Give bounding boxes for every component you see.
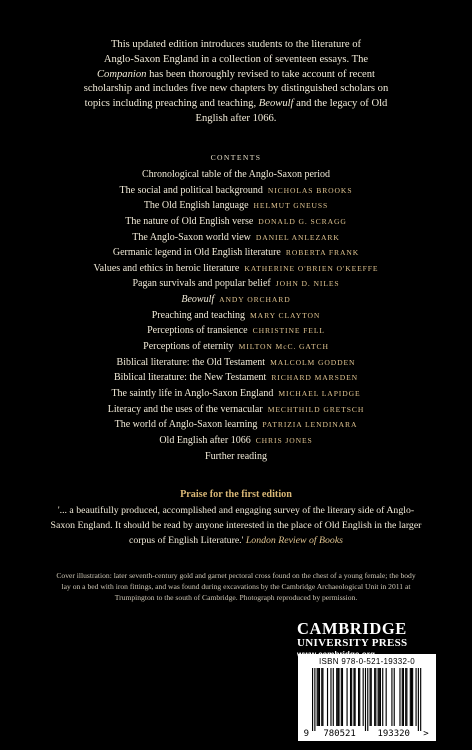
contents-item [0, 230, 472, 246]
barcode-bar [405, 668, 406, 726]
barcode-bar [322, 668, 323, 726]
contents-author: MICHAEL LAPIDGE [278, 388, 361, 398]
barcode-bar [403, 668, 404, 726]
barcode-bar [312, 668, 313, 731]
contents-author: JOHN D. NILES [275, 279, 340, 289]
barcode-bar [386, 668, 387, 726]
contents-title: Preaching and teaching [151, 309, 246, 321]
contents-title: Biblical literature: the Old Testament [116, 356, 266, 368]
barcode-bar [420, 668, 421, 731]
contents-item [0, 386, 472, 402]
contents-title: Perceptions of transience [147, 325, 248, 337]
barcode-bar [391, 668, 392, 726]
contents-item [0, 370, 472, 386]
barcode-bar [412, 668, 413, 726]
contents-item [0, 323, 472, 339]
contents-author: RICHARD MARSDEN [271, 373, 359, 383]
blurb-line: scholarship and includes five new chapters by distinguished scholars on [83, 83, 389, 95]
barcode-bar [382, 668, 383, 726]
contents-title: The world of Anglo-Saxon learning [114, 419, 258, 431]
barcode-bar [418, 668, 419, 731]
barcode-graphic [302, 654, 432, 741]
contents-item [0, 402, 472, 418]
barcode-bar [406, 668, 407, 726]
contents-author: ROBERTA FRANK [285, 248, 360, 258]
contents-item [0, 417, 472, 433]
barcode-bar [411, 668, 412, 726]
praise-text: '... a beautifully produced, accomplished and engaging survey of the literary side of Anglo-Saxon England. It should be read by anyone interested in the place of Old English in the larger corpus of English Literature.' [50, 505, 422, 546]
contents-author: CHRIS JONES [255, 435, 313, 445]
contents-item [0, 245, 472, 261]
contents-title: Pagan survivals and popular belief [132, 278, 271, 290]
contents-author: MECHTHILD GRETSCH [267, 404, 365, 414]
contents-item [0, 198, 472, 214]
blurb-line: has been thoroughly revised to take account of recent [146, 68, 375, 80]
blurb-line: and the legacy of Old [293, 98, 388, 110]
blurb [60, 38, 412, 127]
contents-title: Chronological table of the Anglo-Saxon period [141, 169, 331, 180]
barcode-bar [394, 668, 395, 726]
contents-author: DANIEL ANLEZARK [255, 232, 340, 242]
contents-item [0, 433, 472, 449]
barcode-bar [379, 668, 380, 726]
blurb-line: Anglo-Saxon England in a collection of seventeen essays. The [103, 53, 369, 65]
barcode-bar [318, 668, 319, 726]
barcode-bar [402, 668, 403, 726]
contents-author: MARY CLAYTON [250, 310, 321, 320]
barcode-bar [333, 668, 334, 726]
praise-heading: Praise for the first edition [180, 489, 292, 500]
contents-title: The saintly life in Anglo-Saxon England [111, 387, 274, 399]
barcode-bar [378, 668, 379, 726]
contents-item [0, 261, 472, 277]
publisher-name: CAMBRIDGE [297, 619, 407, 638]
blurb-italic: Beowulf [258, 98, 294, 110]
blurb-italic: Companion [96, 68, 147, 80]
barcode-bar [370, 668, 371, 726]
contents-title: Perceptions of eternity [143, 341, 234, 353]
contents-item [0, 276, 472, 292]
barcode-bar [355, 668, 356, 726]
barcode-bar [330, 668, 331, 726]
contents-author: MILTON McC. GATCH [238, 342, 329, 352]
contents-item [0, 355, 472, 371]
contents-title: Literacy and the uses of the vernacular [107, 403, 263, 415]
contents-item [0, 214, 472, 230]
contents-title: Biblical literature: the New Testament [113, 372, 267, 384]
barcode-bar [350, 668, 351, 726]
barcode-bar [416, 668, 417, 726]
blurb-line: English after 1066. [195, 112, 277, 124]
contents-author: HELMUT GNEUSS [253, 201, 329, 211]
barcode-bar [314, 668, 315, 731]
barcode-bar [338, 668, 339, 726]
contents-author: KATHERINE O'BRIEN O'KEEFFE [244, 263, 379, 273]
barcode-bar [375, 668, 376, 726]
contents-author: DONALD G. SCRAGG [258, 216, 347, 226]
barcode-digits: > [423, 729, 429, 739]
contents-author: NICHOLAS BROOKS [267, 185, 353, 195]
barcode-digits: 193320 [377, 729, 410, 739]
contents-title: Old English after 1066 [159, 434, 251, 446]
barcode-bar [317, 668, 318, 726]
barcode-bar [321, 668, 322, 726]
barcode-bar [347, 668, 348, 726]
barcode-bar [380, 668, 381, 726]
barcode-bar [371, 668, 372, 726]
contents-author: MALCOLM GODDEN [270, 357, 356, 367]
blurb-line: topics including preaching and teaching, [84, 98, 259, 110]
barcode-bar [365, 668, 366, 731]
praise-quote [46, 504, 426, 548]
contents-item [0, 308, 472, 324]
barcode-bar [359, 668, 360, 726]
barcode-bar [341, 668, 342, 726]
contents-title: The social and political background [119, 184, 263, 196]
cover-caption: Cover illustration: later seventh-century gold and garnet pectoral cross found on the chest of a young female; the body lay on a bed with iron fittings, and was found during excavations by the Cambridge Archaeological Unit in 2011 at Trumpington to the south of Cambridge. Photograph reproduced by permission. [56, 571, 416, 602]
contents-title: Further reading [205, 450, 267, 462]
contents-title: The Old English language [143, 200, 249, 212]
barcode-digits: 9 [303, 729, 309, 739]
barcode-bar [363, 668, 364, 726]
contents-author: PATRIZIA LENDINARA [262, 420, 358, 430]
publisher-sub: UNIVERSITY PRESS [297, 637, 408, 649]
barcode-bar [327, 668, 328, 726]
contents-item [0, 292, 472, 308]
barcode-bar [410, 668, 411, 726]
contents-item [0, 183, 472, 199]
praise-source: London Review of Books [245, 534, 343, 546]
barcode-bar [353, 668, 354, 726]
contents-item [0, 339, 472, 355]
contents-item [0, 167, 472, 183]
contents-list [0, 167, 472, 464]
contents-item [0, 449, 472, 465]
contents-heading: CONTENTS [210, 153, 262, 162]
barcode-bar [399, 668, 400, 726]
barcode-bar [342, 668, 343, 726]
barcode-digits: 780521 [323, 729, 356, 739]
isbn-text: ISBN 978-0-521-19332-0 [319, 657, 415, 666]
barcode-bar [351, 668, 352, 726]
barcode-bar [319, 668, 320, 726]
barcode [298, 654, 436, 741]
contents-title: The Anglo-Saxon world view [132, 231, 251, 243]
blurb-line: This updated edition introduces students to the literature of [110, 39, 362, 50]
barcode-bar [358, 668, 359, 726]
barcode-bar [337, 668, 338, 726]
contents-title: Values and ethics in heroic literature [93, 262, 240, 274]
contents-author: ANDY ORCHARD [219, 295, 291, 305]
contents-title: Germanic legend in Old English literature [112, 247, 281, 259]
barcode-bar [367, 668, 368, 731]
contents-title: The nature of Old English verse [125, 215, 254, 227]
barcode-bar [336, 668, 337, 726]
barcode-bar [374, 668, 375, 726]
contents-title: Beowulf [181, 294, 215, 306]
contents-author: CHRISTINE FELL [252, 326, 325, 336]
